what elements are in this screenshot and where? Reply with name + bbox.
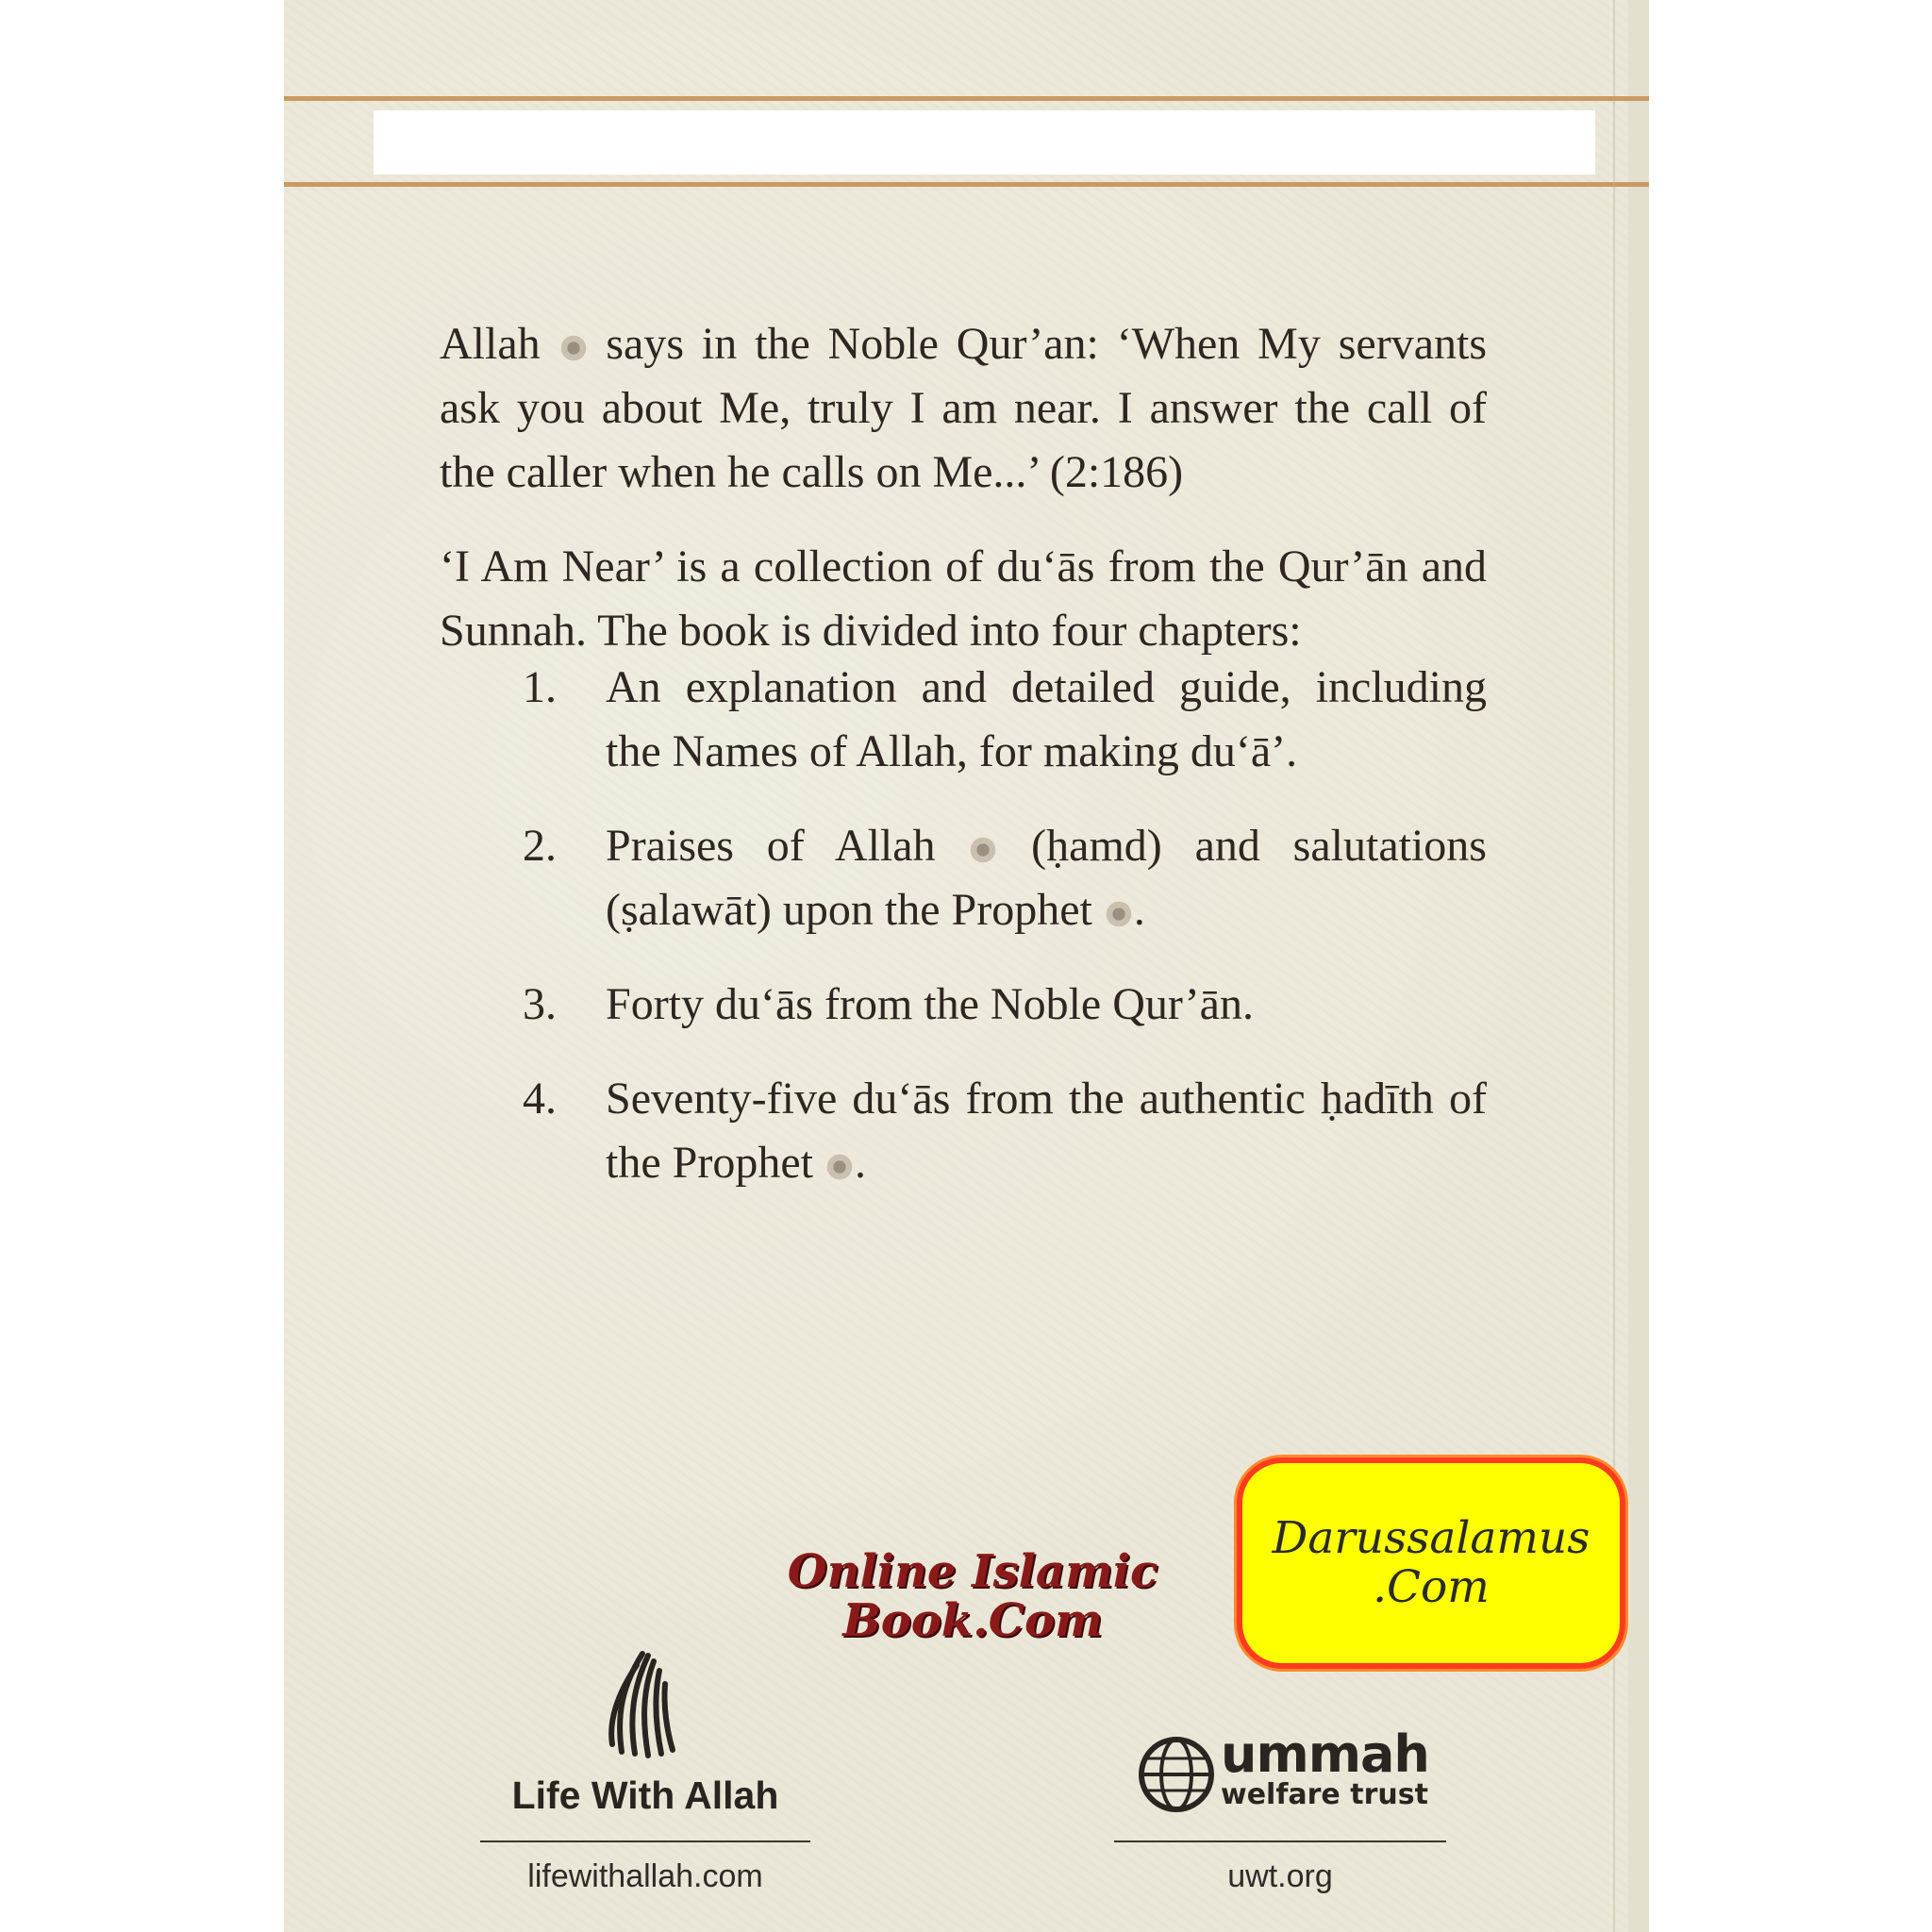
chapter-text-a: Seventy-five du‘ās from the authentic ḥadīth of the Prophet	[606, 1074, 1487, 1188]
chapter-number: 1.	[523, 662, 557, 712]
online-islamic-book-watermark	[784, 1547, 1161, 1645]
uwt-url: uwt.org	[1227, 1858, 1333, 1894]
chapter-item	[523, 814, 1487, 942]
honorific-symbol-icon	[558, 334, 589, 362]
chapter-item	[523, 973, 1487, 1037]
lifewithallah-url: lifewithallah.com	[527, 1858, 763, 1894]
top-rule	[284, 96, 1649, 101]
quote-part-1: Allah	[440, 319, 558, 369]
ummah-wordmark: ummah	[1221, 1724, 1429, 1784]
honorific-symbol-icon	[968, 836, 998, 864]
quran-quote-paragraph	[440, 312, 1487, 505]
life-with-allah-name: Life With Allah	[511, 1774, 779, 1817]
chapter-item	[523, 656, 1487, 784]
chapter-number: 2.	[523, 821, 557, 871]
footer-rule-right	[1114, 1840, 1446, 1842]
salutation-symbol-icon	[824, 1153, 855, 1181]
bottom-rule	[284, 182, 1649, 187]
chapter-text-b: .	[854, 1138, 866, 1188]
chapter-text-b: (ḥamd) and salutations (ṣalawāt) upon the Prophet	[606, 821, 1487, 935]
watermark-line-2: Book.Com	[842, 1594, 1103, 1647]
quote-part-2: says in the Noble Qur’an: ‘When My servants ask you about Me, truly I am near. I answer the call of the caller when he calls on Me...’ (2:186)	[440, 319, 1488, 497]
badge-line-1: Darussalamus	[1272, 1512, 1591, 1564]
welfare-trust-subtitle: welfare trust	[1221, 1778, 1428, 1811]
chapter-number: 3.	[523, 979, 557, 1029]
chapter-text-c: .	[1133, 885, 1145, 935]
chapter-text-a: Praises of Allah	[606, 821, 969, 871]
chapters-list	[523, 656, 1487, 1225]
chapter-text: An explanation and detailed guide, including the Names of Allah, for making du‘ā’.	[606, 662, 1487, 776]
book-description: ‘I Am Near’ is a collection of du‘ās from the Qur’ān and Sunnah. The book is divided into four chapters:	[440, 541, 1487, 656]
chapter-text: Forty du‘ās from the Noble Qur’ān.	[606, 979, 1254, 1029]
badge-line-2: .Com	[1373, 1561, 1490, 1613]
title-band	[374, 110, 1595, 175]
chapter-item	[523, 1067, 1487, 1195]
life-with-allah-logo-icon	[605, 1646, 682, 1759]
watermark-line-1: Online Islamic	[787, 1545, 1158, 1598]
book-back-cover	[284, 0, 1649, 1932]
darussalamus-badge	[1237, 1457, 1625, 1669]
globe-icon	[1138, 1736, 1215, 1813]
salutation-symbol-icon	[1104, 900, 1134, 928]
footer-rule-left	[480, 1840, 810, 1842]
chapter-number: 4.	[523, 1074, 557, 1124]
